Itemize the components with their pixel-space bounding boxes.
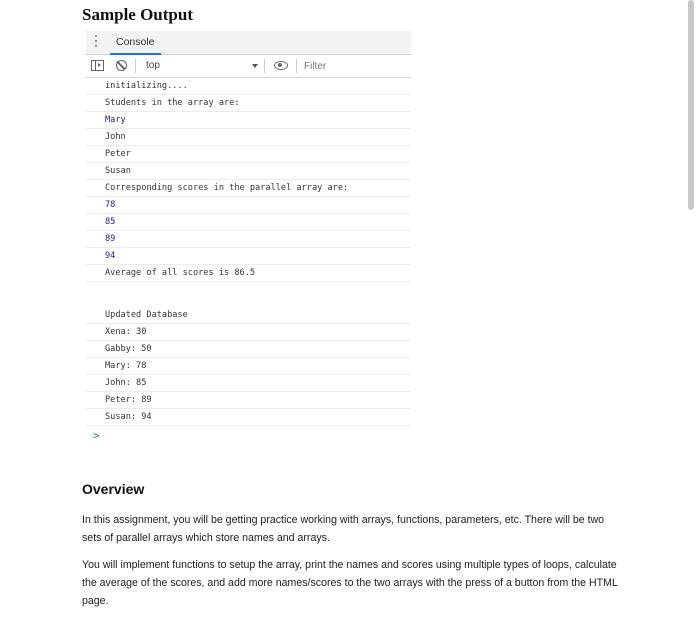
log-line: John xyxy=(86,129,411,146)
chevron-down-icon[interactable] xyxy=(252,64,258,68)
console-toolbar xyxy=(86,55,411,78)
overview-paragraph: In this assignment, you will be getting practice working with arrays, functions, parameters, etc. There will be two sets of parallel arrays which store names and arrays. xyxy=(82,514,605,544)
log-line: Xena: 30 xyxy=(86,324,411,341)
log-line: Mary xyxy=(86,112,411,129)
log-line: Students in the array are: xyxy=(86,95,411,112)
log-line: Average of all scores is 86.5 xyxy=(86,265,411,282)
log-line: John: 85 xyxy=(86,375,411,392)
log-line: 89 xyxy=(86,231,411,248)
doc-title: Sample Output xyxy=(82,5,193,24)
console-prompt[interactable]: > xyxy=(93,429,100,442)
log-line: Susan: 94 xyxy=(86,409,411,426)
kebab-menu-icon[interactable] xyxy=(95,35,98,50)
log-line: Updated Database xyxy=(86,307,411,324)
toolbar-divider xyxy=(264,59,265,73)
clear-console-icon[interactable] xyxy=(116,60,127,71)
log-line: Mary: 78 xyxy=(86,358,411,375)
log-line: 85 xyxy=(86,214,411,231)
log-line: Peter: 89 xyxy=(86,392,411,409)
devtools-console xyxy=(86,31,411,442)
context-selector[interactable]: top xyxy=(146,60,160,71)
filter-input[interactable] xyxy=(302,58,411,75)
eye-icon[interactable] xyxy=(274,61,288,70)
overview-heading: Overview xyxy=(82,481,145,497)
toolbar-divider xyxy=(135,59,136,73)
toolbar-divider xyxy=(296,59,297,73)
log-line: Corresponding scores in the parallel array are: xyxy=(86,180,411,197)
log-line: Gabby: 50 xyxy=(86,341,411,358)
log-line: Peter xyxy=(86,146,411,163)
console-tabbar xyxy=(86,31,411,55)
page-scrollbar[interactable] xyxy=(688,0,694,210)
overview-paragraph: You will implement functions to setup the array, print the names and scores using multiple types of loops, calculate the average of the scores, and add more names/scores to the two arrays with the press of a button from the HTML page. xyxy=(82,559,618,607)
log-line: 94 xyxy=(86,248,411,265)
log-line: Susan xyxy=(86,163,411,180)
tab-console[interactable]: Console xyxy=(110,31,161,55)
log-line: 78 xyxy=(86,197,411,214)
sidebar-toggle-icon[interactable] xyxy=(91,60,104,71)
log-line: initializing.... xyxy=(86,78,411,95)
